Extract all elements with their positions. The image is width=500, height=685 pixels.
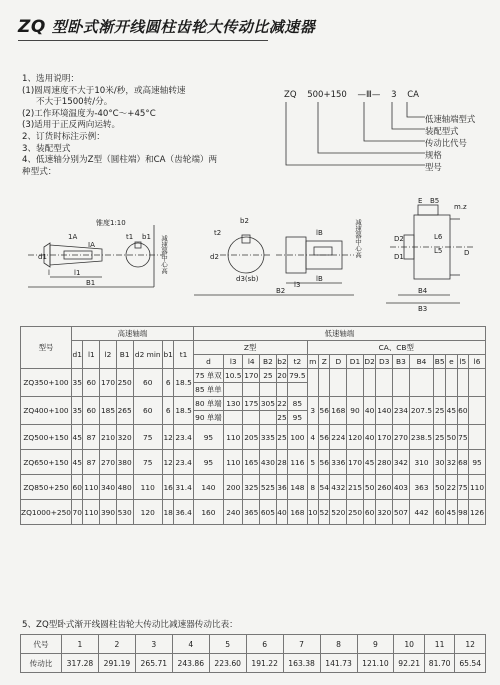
table-cell: 168: [288, 500, 307, 525]
column-header: t2: [288, 355, 307, 369]
column-header: D2: [363, 355, 376, 369]
ratio-code-cell: 7: [283, 635, 320, 654]
table-cell: 10.5: [224, 369, 243, 383]
column-header: d: [193, 355, 223, 369]
ratio-value-cell: 223.60: [209, 654, 246, 673]
table-cell: 60: [133, 369, 162, 397]
table-cell: 45: [446, 397, 457, 425]
dim-label: D: [464, 249, 470, 257]
note-line: (1)圆周速度不大于10米/秒，或高速轴转速: [22, 85, 186, 96]
table-cell: 165: [243, 450, 260, 475]
ratio-section-title: 5、ZQ型卧式渐开线圆柱齿轮大传动比减速器传动比表：: [22, 620, 238, 630]
table-cell: 342: [393, 450, 410, 475]
table-cell: ZQ850+250: [21, 475, 72, 500]
column-header: l2: [100, 341, 117, 369]
ratio-code-cell: 6: [246, 635, 283, 654]
table-cell: 45: [72, 450, 83, 475]
table-cell: 260: [376, 475, 393, 500]
table-cell: [446, 369, 457, 397]
table-cell: ZQ500+150: [21, 425, 72, 450]
table-cell: 3: [307, 397, 318, 425]
table-cell: 140: [193, 475, 223, 500]
table-cell: 28: [276, 450, 287, 475]
table-cell: 95: [288, 411, 307, 425]
shaft-drawings: [14, 195, 486, 320]
table-cell: 40: [276, 500, 287, 525]
note-line: 4、低速轴分别为Z型（圆柱端）和CA（齿轮端）两: [22, 155, 218, 166]
table-cell: 95: [469, 450, 486, 475]
table-cell: [469, 369, 486, 397]
legend-item: 装配型式: [425, 126, 459, 136]
table-cell: 270: [393, 425, 410, 450]
table-cell: [260, 411, 277, 425]
table-cell: 116: [288, 450, 307, 475]
dim-label: B1: [86, 279, 96, 287]
table-cell: 110: [224, 425, 243, 450]
table-cell: 432: [330, 475, 347, 500]
column-header: l3: [224, 355, 243, 369]
table-cell: 35: [72, 397, 83, 425]
table-cell: 175: [243, 397, 260, 411]
table-cell: 110: [224, 450, 243, 475]
table-cell: 100: [288, 425, 307, 450]
ratio-code-cell: 5: [209, 635, 246, 654]
ratio-value-cell: 163.38: [283, 654, 320, 673]
table-cell: [363, 369, 376, 397]
table-cell: [307, 369, 318, 397]
ratio-value-cell: 141.73: [320, 654, 357, 673]
table-cell: 75 单双: [193, 369, 223, 383]
column-header: l4: [243, 355, 260, 369]
column-header: D1: [347, 355, 364, 369]
table-row: [21, 475, 486, 500]
table-cell: 305: [260, 397, 277, 411]
dim-label: lB: [316, 275, 323, 283]
table-cell: 20: [276, 369, 287, 383]
ratio-value-label: 传动比: [21, 654, 62, 673]
ratio-value-cell: 92.21: [394, 654, 424, 673]
table-cell: 60: [83, 369, 100, 397]
column-header: B4: [409, 355, 433, 369]
page-title: [18, 16, 315, 37]
dim-label: t1: [126, 233, 134, 241]
col-model-header: 型号: [21, 327, 72, 369]
dim-label: B5: [430, 197, 440, 205]
table-cell: 325: [243, 475, 260, 500]
column-header: b1: [162, 341, 173, 369]
table-cell: 5: [307, 450, 318, 475]
table-cell: 50: [363, 475, 376, 500]
dim-label: E: [418, 197, 423, 205]
table-cell: 68: [457, 450, 468, 475]
model-code-part: 3: [391, 90, 397, 100]
center-height-label: 减速器中心高: [160, 235, 168, 274]
ratio-value-cell: 65.54: [455, 654, 486, 673]
table-cell: 430: [260, 450, 277, 475]
ratio-code-label: 代号: [21, 635, 62, 654]
table-cell: 120: [347, 425, 364, 450]
table-cell: [243, 383, 260, 397]
table-cell: 250: [347, 500, 364, 525]
table-cell: [393, 369, 410, 397]
table-row: [21, 369, 486, 383]
dim-label: l3: [294, 281, 301, 289]
table-cell: 50: [434, 475, 446, 500]
dim-label: m.z: [454, 203, 467, 211]
dim-label: t2: [214, 229, 222, 237]
table-cell: 52: [319, 500, 330, 525]
table-cell: 36.4: [174, 500, 193, 525]
dim-label: 1A: [68, 233, 78, 241]
table-cell: 25: [434, 397, 446, 425]
table-cell: 87: [83, 450, 100, 475]
ratio-code-cell: 2: [98, 635, 135, 654]
table-cell: [260, 383, 277, 397]
dim-label: D1: [394, 253, 404, 261]
table-cell: 140: [376, 397, 393, 425]
ratio-value-cell: 317.28: [62, 654, 99, 673]
table-cell: 120: [133, 500, 162, 525]
table-cell: 224: [330, 425, 347, 450]
table-cell: 75: [457, 425, 468, 450]
table-cell: 60: [72, 475, 83, 500]
model-code-part: —Ⅲ—: [357, 90, 381, 100]
ratio-code-cell: 9: [357, 635, 394, 654]
table-cell: 50: [446, 425, 457, 450]
column-header: l6: [469, 355, 486, 369]
table-cell: 234: [393, 397, 410, 425]
table-cell: 280: [376, 450, 393, 475]
column-header: B3: [393, 355, 410, 369]
column-header: d2 min: [133, 341, 162, 369]
table-cell: 110: [469, 475, 486, 500]
table-cell: ZQ400+100: [21, 397, 72, 425]
table-cell: 170: [243, 369, 260, 383]
table-cell: 36: [276, 475, 287, 500]
table-cell: 60: [434, 500, 446, 525]
spec-table: [20, 326, 486, 525]
legend-item: 型号: [425, 162, 442, 172]
table-cell: 320: [376, 500, 393, 525]
column-header: B2: [260, 355, 277, 369]
table-cell: 90: [347, 397, 364, 425]
table-cell: 32: [446, 450, 457, 475]
dim-label: B4: [418, 287, 428, 295]
dim-label: l1: [74, 269, 81, 277]
ratio-code-cell: 10: [394, 635, 424, 654]
table-cell: [376, 369, 393, 397]
table-cell: 18.5: [174, 397, 193, 425]
table-cell: [469, 397, 486, 425]
ratio-code-cell: 12: [455, 635, 486, 654]
table-cell: [276, 383, 287, 397]
table-cell: 10: [307, 500, 318, 525]
title-underline: [18, 40, 268, 41]
table-cell: 130: [224, 397, 243, 411]
table-cell: 110: [133, 475, 162, 500]
table-cell: 480: [116, 475, 133, 500]
table-cell: 185: [100, 397, 117, 425]
ratio-value-cell: 191.22: [246, 654, 283, 673]
table-cell: 207.5: [409, 397, 433, 425]
table-cell: 340: [100, 475, 117, 500]
column-header: m: [307, 355, 318, 369]
table-cell: 60: [133, 397, 162, 425]
table-cell: 390: [100, 500, 117, 525]
table-cell: ZQ1000+250: [21, 500, 72, 525]
ratio-code-cell: 8: [320, 635, 357, 654]
table-cell: 530: [116, 500, 133, 525]
table-cell: 270: [100, 450, 117, 475]
table-cell: 75: [133, 425, 162, 450]
table-cell: 31.4: [174, 475, 193, 500]
table-cell: 25: [434, 425, 446, 450]
ratio-code-cell: 3: [135, 635, 172, 654]
table-cell: 250: [116, 369, 133, 397]
table-cell: 12: [162, 450, 173, 475]
dim-label: L5: [434, 247, 443, 255]
model-code-part: CA: [407, 90, 419, 100]
table-cell: 336: [330, 450, 347, 475]
table-row: [21, 397, 486, 411]
z-type-shaft-drawing: [194, 235, 354, 295]
table-cell: 85: [288, 397, 307, 411]
table-cell: 80 单端: [193, 397, 223, 411]
table-cell: 60: [457, 397, 468, 425]
table-cell: 90 单端: [193, 411, 223, 425]
table-cell: 160: [193, 500, 223, 525]
table-cell: [347, 369, 364, 397]
table-cell: 23.4: [174, 425, 193, 450]
dim-label: d1: [38, 253, 47, 261]
column-header: Z: [319, 355, 330, 369]
ratio-value-cell: 121.10: [357, 654, 394, 673]
table-cell: [243, 411, 260, 425]
table-cell: [319, 369, 330, 397]
table-cell: 18.5: [174, 369, 193, 397]
ratio-value-cell: 81.70: [424, 654, 454, 673]
table-cell: 60: [363, 500, 376, 525]
note-line: (3)适用于正反两向运转。: [22, 120, 121, 131]
note-line: 种型式：: [22, 166, 57, 177]
dim-label: B3: [418, 305, 428, 313]
table-cell: 25: [260, 369, 277, 383]
legend-item: 传动比代号: [425, 138, 467, 148]
table-cell: 170: [100, 369, 117, 397]
column-header: D: [330, 355, 347, 369]
table-cell: 265: [116, 397, 133, 425]
table-cell: 25: [276, 425, 287, 450]
column-header: t1: [174, 341, 193, 369]
table-cell: ZQ650+150: [21, 450, 72, 475]
dim-label: d3(sb): [236, 275, 259, 283]
table-cell: 507: [393, 500, 410, 525]
table-cell: 75: [133, 450, 162, 475]
table-cell: 170: [347, 450, 364, 475]
table-cell: 35: [72, 369, 83, 397]
dim-label: B2: [276, 287, 286, 295]
column-header: D3: [376, 355, 393, 369]
table-cell: 110: [83, 475, 100, 500]
table-cell: 170: [376, 425, 393, 450]
table-cell: 23.4: [174, 450, 193, 475]
ratio-code-cell: 1: [62, 635, 99, 654]
table-cell: 79.5: [288, 369, 307, 383]
table-cell: 605: [260, 500, 277, 525]
table-cell: 45: [72, 425, 83, 450]
ratio-table: [20, 634, 486, 673]
title-text: 型卧式渐开线圆柱齿轮大传动比减速器: [51, 18, 316, 36]
table-cell: 12: [162, 425, 173, 450]
table-cell: 148: [288, 475, 307, 500]
table-row: [21, 425, 486, 450]
table-cell: 22: [446, 475, 457, 500]
table-cell: 205: [243, 425, 260, 450]
ratio-value-cell: 243.86: [172, 654, 209, 673]
selection-notes: [22, 74, 312, 178]
table-cell: 40: [363, 397, 376, 425]
table-cell: 110: [83, 500, 100, 525]
table-cell: 16: [162, 475, 173, 500]
table-cell: 30: [434, 450, 446, 475]
model-code-leader-lines: [280, 98, 430, 178]
column-header: d1: [72, 341, 83, 369]
column-header: b2: [276, 355, 287, 369]
table-cell: [409, 369, 433, 397]
dim-label: b1: [142, 233, 151, 241]
ratio-code-cell: 11: [424, 635, 454, 654]
table-cell: 45: [363, 450, 376, 475]
table-cell: 8: [307, 475, 318, 500]
table-cell: 320: [116, 425, 133, 450]
table-cell: 210: [100, 425, 117, 450]
table-cell: 25: [276, 411, 287, 425]
column-header: e: [446, 355, 457, 369]
table-cell: [457, 369, 468, 397]
taper-label: 锥度1:10: [96, 219, 126, 227]
note-line: 3、装配型式: [22, 143, 71, 154]
table-cell: 335: [260, 425, 277, 450]
table-cell: 168: [330, 397, 347, 425]
table-cell: [434, 369, 446, 397]
table-cell: 98: [457, 500, 468, 525]
table-cell: 87: [83, 425, 100, 450]
center-height-label: 减速器中心高: [354, 219, 362, 258]
table-cell: 6: [162, 397, 173, 425]
table-cell: [224, 383, 243, 397]
table-cell: 363: [409, 475, 433, 500]
ratio-value-cell: 265.71: [135, 654, 172, 673]
table-cell: 310: [409, 450, 433, 475]
note-line: 2、订货时标注示例：: [22, 131, 105, 142]
table-cell: 40: [363, 425, 376, 450]
table-cell: 238.5: [409, 425, 433, 450]
z-type-group-header: Z型: [193, 341, 307, 355]
table-cell: 60: [83, 397, 100, 425]
dim-label: l: [48, 269, 50, 277]
table-cell: 403: [393, 475, 410, 500]
table-cell: [469, 425, 486, 450]
dim-label: IA: [88, 241, 95, 249]
table-cell: [330, 369, 347, 397]
column-header: B5: [434, 355, 446, 369]
ratio-code-cell: 4: [172, 635, 209, 654]
table-cell: 75: [457, 475, 468, 500]
low-speed-group-header: 低速轴端: [193, 327, 485, 341]
table-cell: 70: [72, 500, 83, 525]
dim-label: L6: [434, 233, 443, 241]
table-cell: 56: [319, 425, 330, 450]
ratio-value-cell: 291.19: [98, 654, 135, 673]
table-cell: 45: [446, 500, 457, 525]
table-cell: 365: [243, 500, 260, 525]
legend-item: 低速轴端型式: [425, 114, 476, 124]
legend-item: 规格: [425, 150, 442, 160]
table-row: [21, 450, 486, 475]
table-cell: 22: [276, 397, 287, 411]
high-speed-group-header: 高速轴端: [72, 327, 194, 341]
model-code-part: ZQ: [284, 90, 297, 100]
table-cell: 54: [319, 475, 330, 500]
table-cell: 56: [319, 397, 330, 425]
dim-label: b2: [240, 217, 249, 225]
table-cell: ZQ350+100: [21, 369, 72, 397]
note-line: 1、选用说明：: [22, 74, 80, 84]
table-row: [21, 500, 486, 525]
table-cell: 200: [224, 475, 243, 500]
table-cell: 95: [193, 450, 223, 475]
table-cell: 215: [347, 475, 364, 500]
table-cell: [288, 383, 307, 397]
table-cell: 18: [162, 500, 173, 525]
column-header: l1: [83, 341, 100, 369]
dim-label: lB: [316, 229, 323, 237]
table-cell: 380: [116, 450, 133, 475]
model-code-part: 500+150: [307, 90, 347, 100]
dim-label: D2: [394, 235, 404, 243]
table-cell: 525: [260, 475, 277, 500]
table-cell: 240: [224, 500, 243, 525]
table-cell: 95: [193, 425, 223, 450]
table-cell: 442: [409, 500, 433, 525]
table-cell: 85 单单: [193, 383, 223, 397]
table-cell: 126: [469, 500, 486, 525]
table-cell: 56: [319, 450, 330, 475]
table-cell: 520: [330, 500, 347, 525]
note-line: (2)工作环境温度为-40°C～+45°C: [22, 108, 156, 119]
table-cell: [224, 411, 243, 425]
table-cell: 6: [162, 369, 173, 397]
column-header: B1: [116, 341, 133, 369]
ca-type-group-header: CA、CB型: [307, 341, 485, 355]
dim-label: d2: [210, 253, 219, 261]
column-header: l5: [457, 355, 468, 369]
title-prefix: ZQ: [18, 17, 46, 37]
table-cell: 4: [307, 425, 318, 450]
note-line: 不大于1500转/分。: [36, 97, 113, 108]
